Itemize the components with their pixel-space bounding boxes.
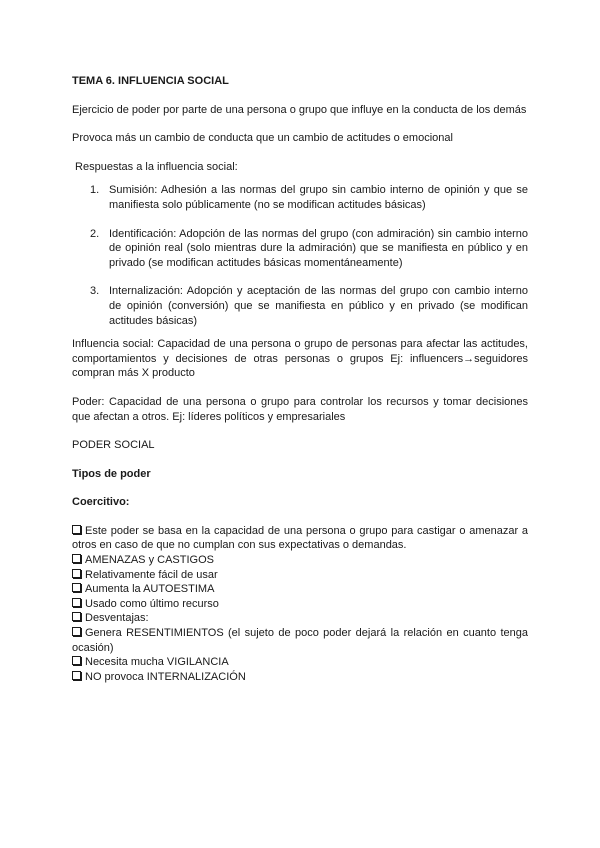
social-power-heading: PODER SOCIAL — [72, 439, 155, 452]
checkbox-icon — [72, 583, 81, 592]
list-number: 2. — [90, 227, 100, 240]
intro-effect: Provoca más un cambio de conducta que un cambio de actitudes o emocional — [72, 132, 453, 145]
list-item — [72, 582, 528, 597]
list-text: Genera RESENTIMIENTOS (el sujeto de poco poder dejará la relación en cuanto tenga ocasión) — [72, 627, 528, 654]
list-item — [72, 670, 528, 685]
list-text: Desventajas: — [85, 612, 149, 625]
list-text: Usado como último recurso — [85, 597, 219, 610]
document-title: TEMA 6. INFLUENCIA SOCIAL — [72, 75, 229, 87]
list-text: Internalización: Adopción y aceptación de las normas del grupo con cambio interno de opinión (conversión) que se manifiesta en público y en privado (se modifican actitudes básicas) — [109, 285, 528, 327]
checkbox-icon — [72, 656, 81, 665]
list-item — [72, 626, 528, 655]
list-item — [72, 611, 528, 626]
list-text: Aumenta la AUTOESTIMA — [85, 583, 215, 596]
power-definition: Poder: Capacidad de una persona o grupo para controlar los recursos y tomar decisiones que afectan a otros. Ej: líderes políticos y empresariales — [72, 395, 528, 423]
list-text: Sumisión: Adhesión a las normas del grupo sin cambio interno de opinión y que se manifiesta solo públicamente (no se modifican actitudes básicas) — [109, 184, 528, 211]
list-number: 3. — [90, 285, 100, 298]
list-item — [72, 227, 528, 271]
checkbox-icon — [72, 569, 81, 578]
list-item — [72, 553, 528, 568]
list-text: Este poder se basa en la capacidad de una persona o grupo para castigar o amenazar a otros en caso de que no cumplan con sus expectativas o demandas. — [72, 524, 528, 552]
document-page — [72, 74, 528, 684]
list-item — [72, 284, 528, 328]
list-text: Identificación: Adopción de las normas del grupo (con admiración) sin cambio interno de opinión real (solo mientras dure la admiración) que se manifiesta en público y en privado (se modifican actitudes básicas momentáneamente) — [109, 227, 528, 269]
list-item — [72, 183, 528, 212]
list-text: Necesita mucha VIGILANCIA — [85, 656, 229, 669]
list-number: 1. — [90, 184, 100, 197]
list-text: AMENAZAS y CASTIGOS — [85, 554, 214, 567]
types-heading: Tipos de poder — [72, 467, 151, 480]
list-text: Relativamente fácil de usar — [85, 568, 218, 581]
checkbox-icon — [72, 525, 81, 534]
coercive-list — [72, 524, 528, 685]
influence-definition: Influencia social: Capacidad de una persona o grupo de personas para afectar las actitudes, comportamientos y decisiones de otras personas o grupos Ej: influencers→seguidores compran más X producto — [72, 338, 528, 380]
responses-list — [72, 183, 528, 328]
list-item — [72, 524, 528, 553]
coercive-heading: Coercitivo: — [72, 496, 130, 509]
list-text: NO provoca INTERNALIZACIÓN — [85, 670, 246, 683]
checkbox-icon — [72, 612, 81, 621]
checkbox-icon — [72, 598, 81, 607]
checkbox-icon — [72, 554, 81, 563]
list-item — [72, 568, 528, 583]
checkbox-icon — [72, 671, 81, 680]
intro-definition: Ejercicio de poder por parte de una persona o grupo que influye en la conducta de los demás — [72, 103, 527, 116]
list-item — [72, 597, 528, 612]
list-item — [72, 655, 528, 670]
checkbox-icon — [72, 627, 81, 636]
responses-heading: Respuestas a la influencia social: — [72, 160, 238, 173]
